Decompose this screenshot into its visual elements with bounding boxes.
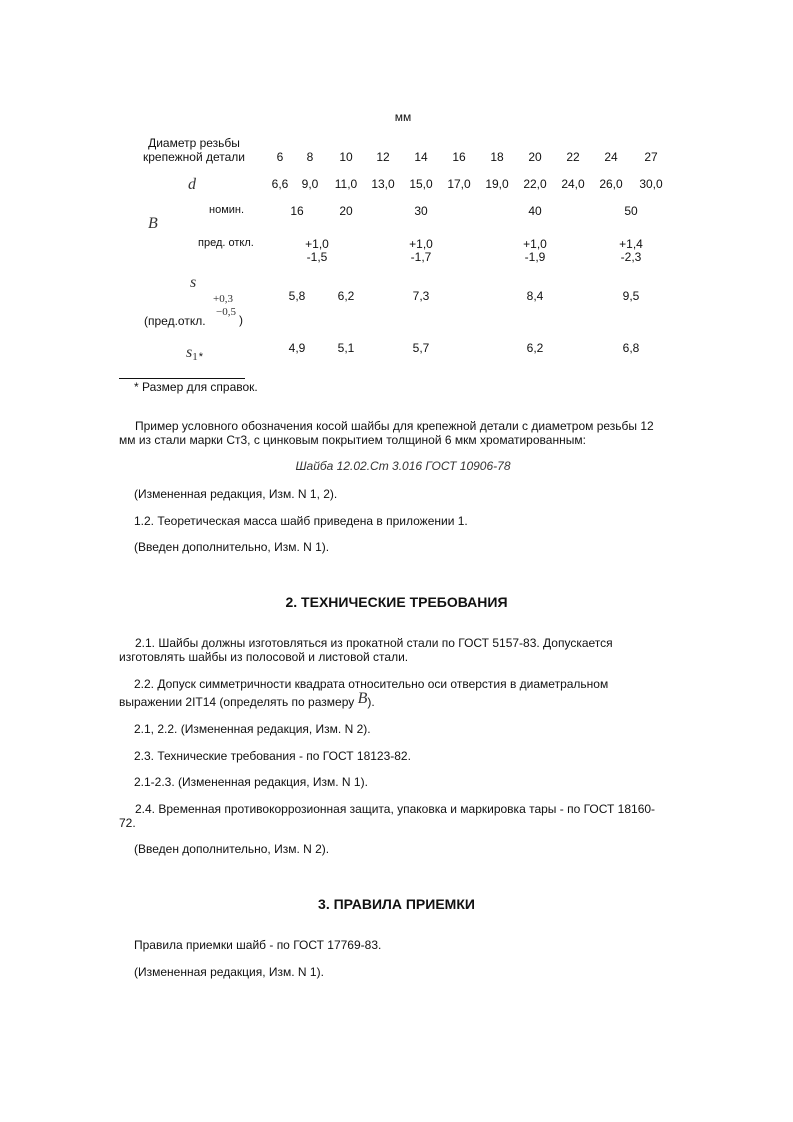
- table-cell: -1,5: [306, 250, 328, 264]
- revision-note: (Измененная редакция, Изм. N 1).: [134, 965, 324, 979]
- table-cell: 6,8: [622, 341, 640, 355]
- table-cell: 6,6: [271, 177, 289, 191]
- revision-note: (Измененная редакция, Изм. N 1, 2).: [134, 487, 338, 501]
- table-cell: +1,0: [523, 237, 547, 251]
- table-cell: 19,0: [485, 177, 509, 191]
- table-cell: 17,0: [447, 177, 471, 191]
- table-cell: -2,3: [620, 250, 642, 264]
- s-tolerance-suffix: ): [239, 313, 243, 327]
- paragraph-2-4: 2.4. Временная противокоррозионная защита, упаковка и маркировка тары - по ГОСТ 18160-72.: [119, 802, 656, 830]
- table-cell: -1,7: [410, 250, 432, 264]
- paragraph-2-2-line1: 2.2. Допуск симметричности квадрата относительно оси отверстия в диаметральном: [134, 677, 609, 691]
- table-cell: 22,0: [523, 177, 547, 191]
- table-cell: 11,0: [334, 177, 358, 191]
- table-cell: 30: [414, 204, 428, 218]
- table-cell: 5,7: [412, 341, 430, 355]
- table-cell: 9,0: [301, 177, 319, 191]
- table-cell: 10: [339, 150, 353, 164]
- table-cell: 13,0: [371, 177, 395, 191]
- table-cell: 5,1: [337, 341, 355, 355]
- table-cell: 20: [528, 150, 542, 164]
- s-tolerance-upper: +0,3: [213, 293, 233, 305]
- addition-note: (Введен дополнительно, Изм. N 1).: [134, 540, 330, 554]
- section-3-heading: 3. ПРАВИЛА ПРИЕМКИ: [318, 896, 475, 912]
- symbol-s: s: [190, 274, 197, 291]
- table-cell: 50: [624, 204, 638, 218]
- footnote: * Размер для справок.: [134, 380, 258, 394]
- table-cell: 9,5: [622, 289, 640, 303]
- table-cell: +1,4: [619, 237, 643, 251]
- table-cell: 24: [604, 150, 618, 164]
- symbol-s1-star: *: [198, 351, 204, 363]
- paragraph-2-2-text: выражении 2IT14 (определять по размеру: [119, 695, 355, 709]
- table-cell: +1,0: [305, 237, 329, 251]
- table-cell: 26,0: [599, 177, 623, 191]
- example-paragraph: Пример условного обозначения косой шайбы для крепежной детали с диаметром резьбы 12 мм из стали марки Ст3, с цинковым покрытием толщиной 6 мкм хроматированным:: [119, 419, 654, 447]
- table-cell: 24,0: [561, 177, 585, 191]
- paragraph-2-2-end: ).: [367, 695, 375, 709]
- footnote-divider: [119, 378, 245, 379]
- table-cell: 16: [290, 204, 304, 218]
- revision-note: 2.1-2.3. (Измененная редакция, Изм. N 1).: [134, 775, 368, 789]
- unit-label: мм: [394, 110, 412, 124]
- symbol-d: d: [188, 176, 196, 193]
- table-cell: 15,0: [409, 177, 433, 191]
- header-label-line1: Диаметр резьбы: [148, 136, 240, 150]
- paragraph-2-2-line2: [119, 690, 375, 711]
- table-cell: 6,2: [337, 289, 355, 303]
- label-tolerance: пред. откл.: [198, 237, 254, 249]
- paragraph-1-2: 1.2. Теоретическая масса шайб приведена в приложении 1.: [134, 514, 468, 528]
- table-cell: 7,3: [412, 289, 430, 303]
- table-cell: 6,2: [526, 341, 544, 355]
- table-cell: 16: [452, 150, 466, 164]
- table-cell: +1,0: [409, 237, 433, 251]
- addition-note: (Введен дополнительно, Изм. N 2).: [134, 842, 330, 856]
- table-cell: 14: [414, 150, 428, 164]
- table-cell: -1,9: [524, 250, 546, 264]
- s-tolerance-lower: −0,5: [216, 306, 236, 318]
- table-cell: 12: [376, 150, 390, 164]
- symbol-s1-base: s: [186, 344, 193, 361]
- designation-example: Шайба 12.02.Ст 3.016 ГОСТ 10906-78: [295, 459, 511, 473]
- paragraph-3: Правила приемки шайб - по ГОСТ 17769-83.: [134, 938, 382, 952]
- symbol-s1: [186, 344, 203, 363]
- section-2-heading: 2. ТЕХНИЧЕСКИЕ ТРЕБОВАНИЯ: [285, 594, 508, 610]
- table-cell: 8,4: [526, 289, 544, 303]
- table-cell: 27: [644, 150, 658, 164]
- paragraph-2-1: 2.1. Шайбы должны изготовляться из прокатной стали по ГОСТ 5157-83. Допускается изготовлять шайбы из полосовой и листовой стали.: [119, 636, 613, 664]
- table-cell: 40: [528, 204, 542, 218]
- label-nominal: номин.: [209, 204, 245, 216]
- table-cell: 30,0: [639, 177, 663, 191]
- symbol-B-inline: B: [357, 690, 368, 707]
- table-cell: 8: [306, 150, 314, 164]
- table-cell: 22: [566, 150, 580, 164]
- symbol-s1-subscript: 1: [192, 351, 198, 363]
- table-cell: 6: [276, 150, 284, 164]
- table-cell: 18: [490, 150, 504, 164]
- symbol-B: B: [148, 215, 158, 232]
- paragraph-2-3: 2.3. Технические требования - по ГОСТ 18123-82.: [134, 749, 411, 763]
- table-cell: 5,8: [288, 289, 306, 303]
- revision-note: 2.1, 2.2. (Измененная редакция, Изм. N 2).: [134, 722, 371, 736]
- header-label-line2: крепежной детали: [142, 150, 246, 164]
- table-cell: 4,9: [288, 341, 306, 355]
- table-cell: 20: [339, 204, 353, 218]
- s-tolerance-prefix: (пред.откл.: [144, 314, 206, 328]
